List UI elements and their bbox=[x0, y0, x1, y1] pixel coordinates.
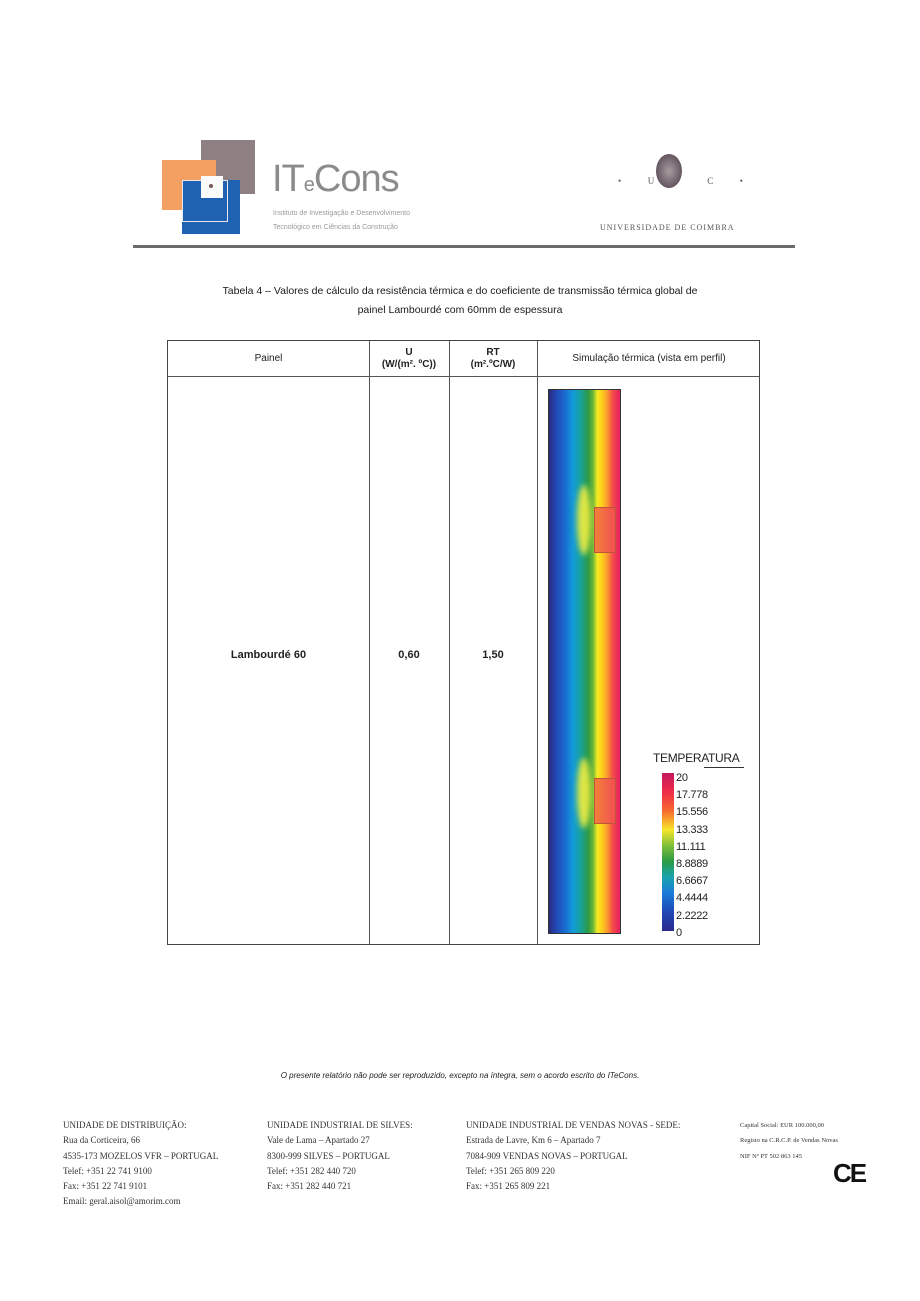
header-u: U (W/(m². ºC)) bbox=[381, 346, 437, 370]
temperature-color-scale bbox=[662, 773, 674, 931]
thermal-bridge-top bbox=[594, 507, 616, 553]
university-coimbra-logo bbox=[600, 150, 770, 240]
address-distribution: UNIDADE DE DISTRIBUIÇÃO: Rua da Corticeira, 66 4535-173 MOZELOS VFR – PORTUGAL Telef: +351 22 741 9100 Fax: +351 22 741 9101 Email: geral.aisol@amorim.com bbox=[63, 1118, 218, 1210]
uc-letters: • U C • bbox=[618, 176, 743, 186]
header-divider bbox=[133, 245, 795, 248]
column-divider bbox=[537, 341, 538, 944]
brand-subtitle-line2: Tecnológico em Ciências da Construção bbox=[273, 224, 398, 231]
header-row-divider bbox=[168, 376, 759, 377]
cell-painel: Lambourdé 60 bbox=[230, 649, 307, 661]
header-rt: RT (m².ºC/W) bbox=[470, 346, 516, 370]
cell-rt-value: 1,50 bbox=[482, 649, 504, 661]
brand-subtitle-line1: Instituto de Investigação e Desenvolvimento bbox=[273, 210, 410, 217]
thermal-bridge-glow bbox=[577, 485, 591, 555]
column-divider bbox=[369, 341, 370, 944]
legend-underline bbox=[704, 767, 744, 768]
legend-title: TEMPERATURA bbox=[653, 751, 740, 765]
address-silves: UNIDADE INDUSTRIAL DE SILVES: Vale de Lama – Apartado 27 8300-999 SILVES – PORTUGAL Telef: +351 282 440 720 Fax: +351 282 440 721 bbox=[267, 1120, 413, 1192]
header-painel: Painel bbox=[254, 352, 283, 364]
legend-labels: 20 17.778 15.556 13.333 11.111 8.8889 6.6667 4.4444 2.2222 0 bbox=[676, 772, 708, 939]
ce-mark-icon: CE bbox=[833, 1158, 866, 1188]
university-name: UNIVERSIDADE DE COIMBRA bbox=[600, 223, 735, 232]
logo-dot bbox=[209, 184, 213, 188]
table-caption: Tabela 4 – Valores de cálculo da resistência térmica e do coeficiente de transmissão térmica global de painel Lambourdé com 60mm de espessura bbox=[222, 285, 698, 316]
cell-u-value: 0,60 bbox=[398, 649, 420, 661]
column-divider bbox=[449, 341, 450, 944]
company-registration: Capital Social: EUR 100.000,00 Registo na C.R.C.P. de Vendas Novas NIF Nº PT 502 863 145 bbox=[740, 1122, 838, 1160]
thermal-bridge-bottom bbox=[594, 778, 616, 824]
seal-icon bbox=[656, 154, 682, 188]
email-text: Email: geral.aisol@amorim.com bbox=[63, 1196, 181, 1207]
address-vendas-novas: UNIDADE INDUSTRIAL DE VENDAS NOVAS - SEDE: Estrada de Lavre, Km 6 – Apartado 7 7084-909 VENDAS NOVAS – PORTUGAL Telef: +351 265 809 220 Fax: +351 265 809 221 bbox=[466, 1120, 681, 1192]
thermal-simulation-image bbox=[548, 389, 621, 934]
disclaimer-text: O presente relatório não pode ser reproduzido, excepto na íntegra, sem o acordo escrito do ITeCons. bbox=[280, 1071, 640, 1080]
brand-name: ITeCons bbox=[272, 158, 399, 200]
thermal-bridge-glow bbox=[577, 758, 591, 828]
results-table bbox=[167, 340, 760, 945]
itecons-logo bbox=[160, 138, 460, 238]
header-simulation: Simulação térmica (vista em perfil) bbox=[572, 352, 726, 364]
